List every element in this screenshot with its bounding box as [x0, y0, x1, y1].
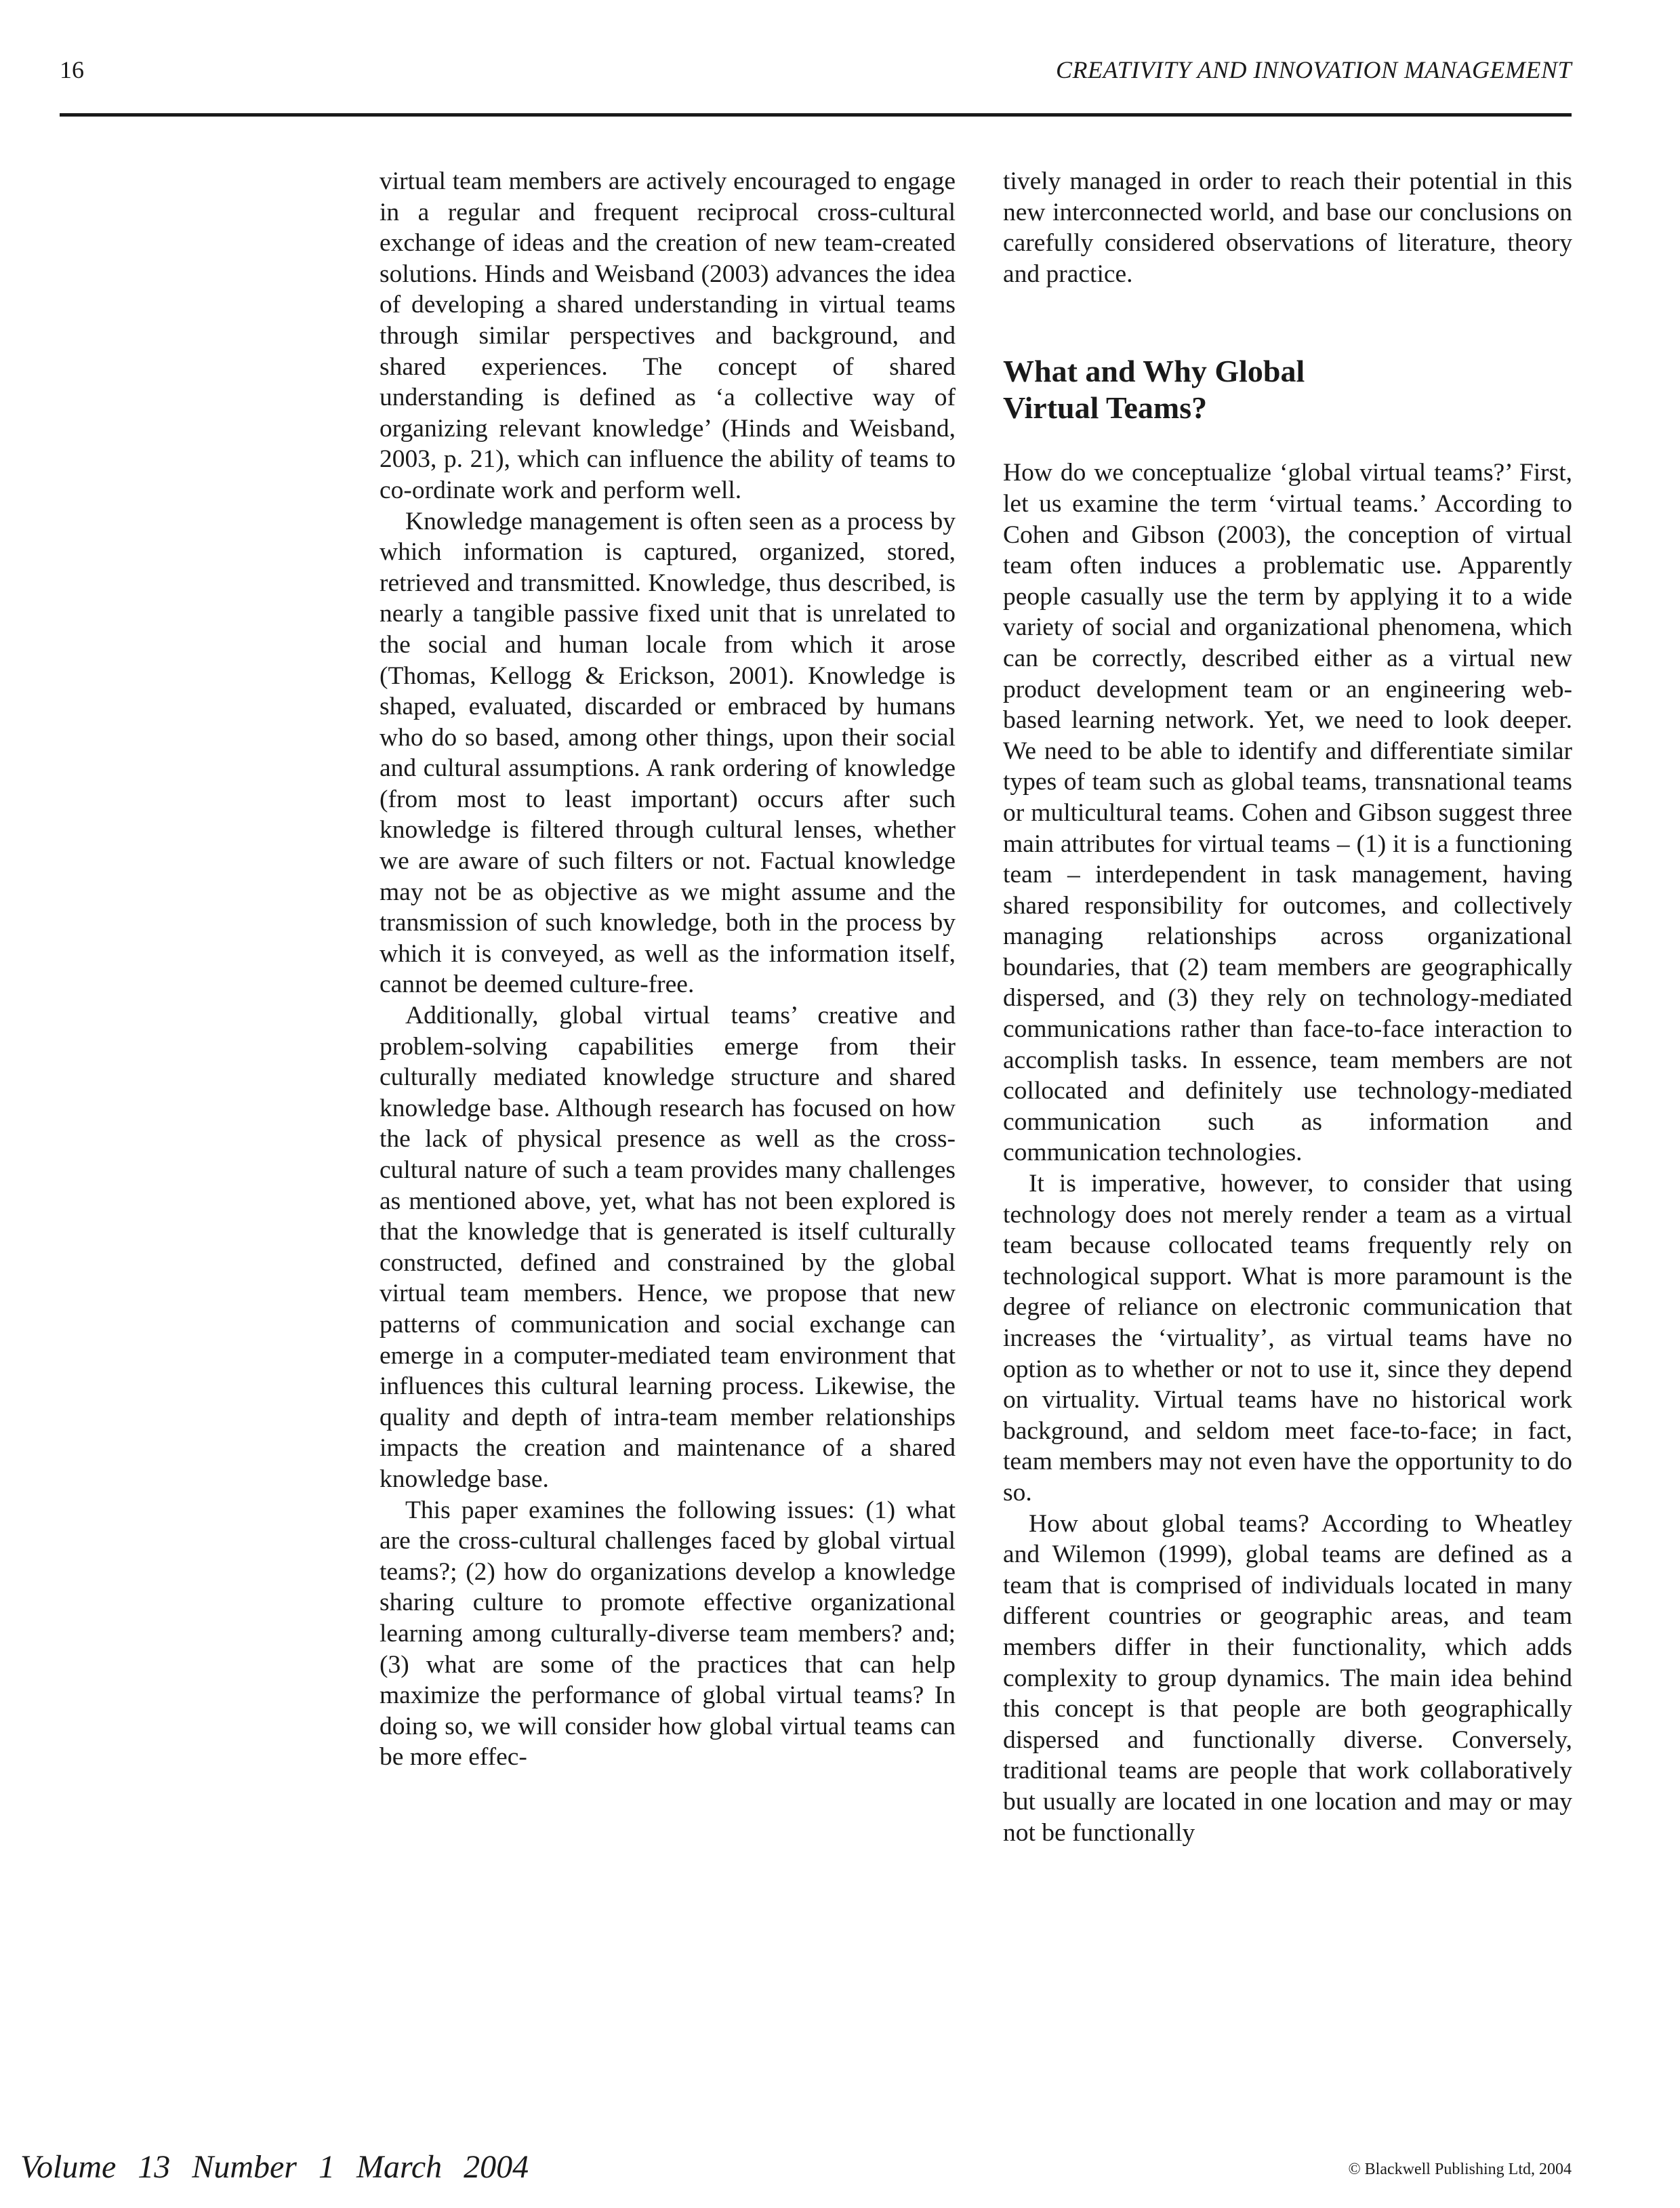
- body-paragraph: This paper examines the following issues: (1) what are the cross-cultural challenges faced by global virtual teams?; (2) how do organizations develop a knowledge sharing culture to promote effective organizational learning among culturally-diverse team members? and; (3) what are some of the practices that can help maximize the performance of global virtual teams? In doing so, we will consider how global virtual teams can be more effec-: [380, 1496, 956, 1772]
- section-heading: [1003, 353, 1572, 426]
- section-heading-line: Virtual Teams?: [1003, 390, 1208, 426]
- body-paragraph: tively managed in order to reach their potential in this new interconnected world, and base our conclusions on carefully considered observations of literature, theory and practice.: [1003, 167, 1572, 288]
- issue-info: Volume 13 Number 1 March 2004: [20, 2149, 529, 2185]
- header-rule: [60, 113, 1572, 117]
- body-paragraph: Additionally, global virtual teams’ creative and problem-solving capabilities emerge from their culturally mediated knowledge structure and shared knowledge base. Although research has focused on how the lack of physical presence as well as the cross-cultural nature of such a team provides many challenges as mentioned above, yet, what has not been explored is that the knowledge that is generated is itself culturally constructed, defined and constrained by the global virtual team members. Hence, we propose that new patterns of communication and social exchange can emerge in a computer-mediated team environment that influences this cultural learning process. Likewise, the quality and depth of intra-team member relationships impacts the creation and maintenance of a shared knowledge base.: [380, 1002, 956, 1493]
- copyright-notice: © Blackwell Publishing Ltd, 2004: [1348, 2161, 1572, 2178]
- page-number: 16: [60, 56, 84, 83]
- body-paragraph: virtual team members are actively encouraged to engage in a regular and frequent reciprocal cross-cultural exchange of ideas and the creation of new team-created solutions. Hinds and Weisband (2003) advances the idea of developing a shared understanding in virtual teams through similar perspectives and background, and shared experiences. The concept of shared understanding is defined as ‘a collective way of organizing relevant knowledge’ (Hinds and Weisband, 2003, p. 21), which can influence the ability of teams to co-ordinate work and perform well.: [380, 167, 956, 504]
- right-column: [1003, 166, 1572, 1848]
- body-paragraph: How about global teams? According to Wheatley and Wilemon (1999), global teams are defined as a team that is comprised of individuals located in many different countries or geographic areas, and team members differ in their functionality, which adds complexity to group dynamics. The main idea behind this concept is that people are both geographically dispersed and functionally diverse. Conversely, traditional teams are people that work collaboratively but usually are located in one location and may or may not be functionally: [1003, 1509, 1572, 1847]
- body-paragraph: Knowledge management is often seen as a process by which information is captured, organized, stored, retrieved and transmitted. Knowledge, thus described, is nearly a tangible passive fixed unit that is unrelated to the social and human locale from which it arose (Thomas, Kellogg & Erickson, 2001). Knowledge is shaped, evaluated, discarded or embraced by humans who do so based, among other things, upon their social and cultural assumptions. A rank ordering of knowledge (from most to least important) occurs after such knowledge is filtered through cultural lenses, whether we are aware of such filters or not. Factual knowledge may not be as objective as we might assume and the transmission of such knowledge, both in the process by which it is conveyed, as well as the information itself, cannot be deemed culture-free.: [380, 507, 956, 999]
- body-paragraph: How do we conceptualize ‘global virtual teams?’ First, let us examine the term ‘virtual teams.’ According to Cohen and Gibson (2003), the conception of virtual team often induces a problematic use. Apparently people casually use the term by applying it to a wide variety of social and organizational phenomena, which can be correctly, described either as a virtual new product development team or an engineering web-based learning network. Yet, we need to look deeper. We need to be able to identify and differentiate similar types of team such as global teams, transnational teams or multicultural teams. Cohen and Gibson suggest three main attributes for virtual teams – (1) it is a functioning team – interdependent in task management, having shared responsibility for outcomes, and collectively managing relationships across organizational boundaries, that (2) team members are geographically dispersed, and (3) they rely on technology-mediated communications rather than face-to-face interaction to accomplish tasks. In essence, team members are not collocated and definitely use technology-mediated communication such as information and communication technologies.: [1003, 459, 1572, 1167]
- left-column: [380, 166, 956, 1773]
- journal-title: CREATIVITY AND INNOVATION MANAGEMENT: [1055, 56, 1572, 83]
- body-paragraph: It is imperative, however, to consider that using technology does not merely render a team as a virtual team because collocated teams frequently rely on technological support. What is more paramount is the degree of reliance on electronic communication that increases the ‘virtuality’, as virtual teams have no option as to whether or not to use it, since they depend on virtuality. Virtual teams have no historical work background, and seldom meet face-to-face; in fact, team members may not even have the opportunity to do so.: [1003, 1170, 1572, 1507]
- section-heading-line: What and Why Global: [1003, 354, 1305, 389]
